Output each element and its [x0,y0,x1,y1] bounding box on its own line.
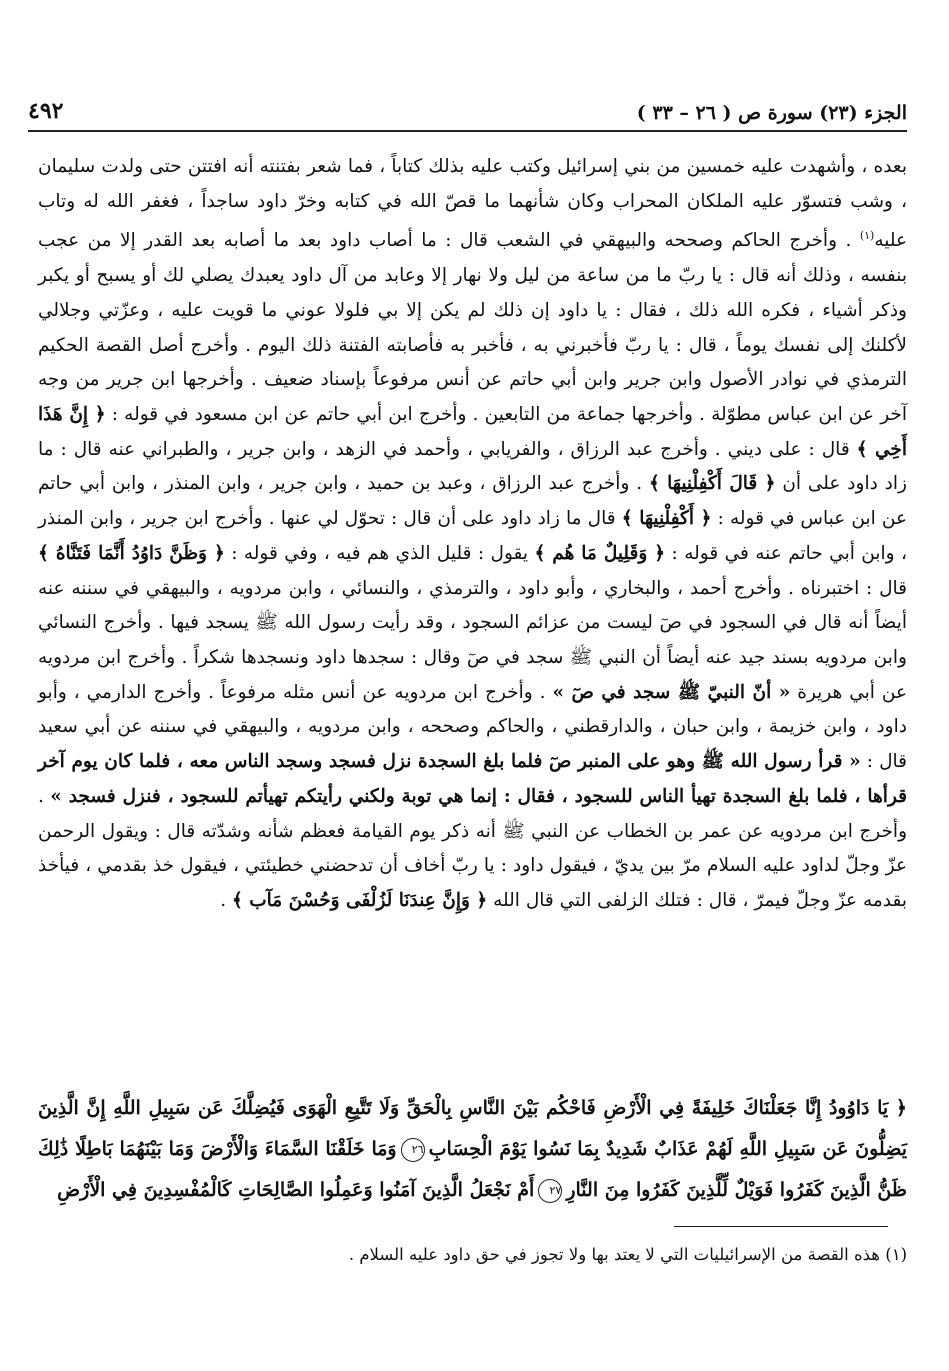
verse-28: أَمْ نَجْعَلُ الَّذِينَ آمَنُوا وَعَمِلُوا الصَّالِحَاتِ كَالْمُفْسِدِينَ فِي الْأَرْضِ [57,1179,535,1201]
quran-quote: ﴿ قَالَ أَكْفِلْنِيهَا ﴾ [648,473,776,495]
footnote: (١) هذه القصة من الإسرائيليات التي لا يعتد بها ولا تجوز في حق داود عليه السلام . [348,1245,907,1264]
text-segment: بعده ، وأشهدت عليه خمسين من بني إسرائيل وكتب عليه بذلك كتاباً ، فما شعر بفتنته أنه افتتن حتى ولدت سليمان ، وشب فتسوّر عليه الملكان المحراب وكان شأنهما ما قصّ الله في كتابه وخرّ داود ساجداً ، فغفر الله له وتاب عليه [38,156,907,252]
quran-quote: ﴿ وَظَنَّ دَاوُدُ أَنَّمَا فَتَنَّاهُ ﴾ [38,542,225,564]
quran-verses [38,1088,907,1211]
commentary-text [38,150,907,919]
verse-26: ﴿ يَا دَاوُودُ إِنَّا جَعَلْنَاكَ خَلِيفَةً فِي الْأَرْضِ فَاحْكُم بَيْنَ النَّاسِ بِالْحَقِّ وَلَا تَتَّبِعِ الْهَوَى فَيُضِلَّكَ عَن سَبِيلِ اللَّهِ إِنَّ الَّذِينَ يَضِلُّونَ عَن سَبِيلِ اللَّهِ لَهُمْ عَذَابٌ شَدِيدٌ بِمَا نَسُوا يَوْمَ الْحِسَابِ [38,1097,907,1160]
verse-27: وَمَا خَلَقْنَا السَّمَاءَ وَالْأَرْضَ وَمَا بَيْنَهُمَا بَاطِلًا ذَٰلِكَ ظَنُّ الَّذِينَ كَفَرُوا فَوَيْلٌ لِّلَّذِينَ كَفَرُوا مِنَ النَّارِ [38,1138,907,1201]
running-head: الجزء (٢٣) سورة ص ( ٢٦ – ٣٣ ) [636,102,907,124]
hadith-quote: « أنّ النبيّ ﷺ سجد في صٓ » [552,681,791,703]
quran-quote: ﴿ إِنَّ هَذَا أَخِي ﴾ [38,404,907,460]
text-segment: قال : على ديني . وأخرج عبد الرزاق ، والفريابي ، وأحمد في الزهد ، وابن جرير ، والطبراني عنه قال : ما زاد داود على أن [38,438,907,495]
hadith-quote: « قرأ رسول الله ﷺ وهو على المنبر صٓ فلما بلغ السجدة نزل فسجد وسجد الناس معه ، فلما كان يوم آخر قرأها ، فلما بلغ السجدة تهيأ الناس للسجود ، فقال : إنما هي توبة ولكني رأيتكم تهيأتم للسجود ، فنزل فسجد » [38,751,907,807]
footnote-reference: (١) [859,229,875,243]
text-segment: . وأخرج ابن مردويه عن عمر بن الخطاب عن النبي ﷺ أنه ذكر يوم القيامة فعظم شأنه وشدّته قال : ويقول الرحمن عزّ وجلّ لداود عليه السلام مرّ بين يديّ ، فيقول داود : يا ربّ أخاف أن تدحضني خطيئتي ، فيقول خذ بقدمي ، فيأخذ بقدمه عزّ وجلّ فيمرّ ، قال : فتلك الزلفى التي قال الله [38,785,907,911]
text-segment: . وأخرج عبد الرزاق ، وعبد بن حميد ، وابن جرير ، وابن المنذر ، وابن أبي حاتم عن ابن عباس في قوله : [38,473,907,530]
text-segment: قال : اختبرناه . وأخرج أحمد ، والبخاري ، وأبو داود ، والترمذي ، والنسائي ، وابن مردويه ، والبيهقي في سننه عنه أيضاً أنه قال في السجود في صٓ ليست من عزائم السجود ، وقد رأيت رسول الله ﷺ يسجد فيها . وأخرج النسائي وابن مردويه بسند جيد عنه أيضاً أن النبي ﷺ سجد في صٓ وقال : سجدها داود ونسجدها شكراً . وأخرج ابن مردويه عن أبي هريرة [38,577,908,703]
quran-quote: ﴿ وَإِنَّ عِندَنَا لَزُلْفَى وَحُسْنَ مَآب ﴾ [231,889,488,911]
ayah-number-marker: ٢٦ [401,1138,425,1162]
text-segment: يقول : قليل الذي هم فيه ، وفي قوله : [224,542,535,564]
text-segment: . وأخرج الحاكم وصححه والبيهقي في الشعب قال : ما أصاب داود بعد ما أصابه بعد القدر إلا من عجب بنفسه ، وذلك أنه قال : يا ربّ ما من ساعة من ليل ولا نهار إلا وعابد من آل داود يعبدك يصلي لك أو يسبح أو يكبر وذكر أشياء ، فكره الله ذلك ، فقال : يا داود إن ذلك لم يكن إلا بي فلولا عوني ما قويت عليه ، وعزّتي وجلالي لأكلنك إلى نفسك يوماً ، قال : يا ربّ فأخبرني به ، فأخبر به فأصابته الفتنة ذلك اليوم . وأخرج أصل القصة الحكيم الترمذي في نوادر الأصول وابن جرير وابن أبي حاتم عن أنس مرفوعاً بإسناد ضعيف . وأخرجها ابن جرير من وجه آخر عن ابن عباس مطوّلة . وأخرجها جماعة من التابعين . وأخرج ابن أبي حاتم عن ابن مسعود في قوله : [38,230,907,426]
quran-quote: ﴿ أَكْفِلْنِيهَا ﴾ [621,508,712,530]
page-number: ٤٩٢ [28,98,64,124]
quran-quote: ﴿ وَقَلِيلٌ مَا هُم ﴾ [534,542,666,564]
text-segment: . وأخرج ابن مردويه عن أنس مثله مرفوعاً . وأخرج الدارمي ، وأبو داود ، وابن خزيمة ، وابن حبان ، والدارقطني ، والحاكم وصححه ، وابن مردويه ، والبيهقي في سننه عن أبي سعيد قال : [38,681,907,773]
commentary-paragraph [38,150,907,919]
page-header [28,94,907,132]
text-segment: قال ما زاد داود على أن قال : تحوّل لي عنها . وأخرج ابن جرير ، وابن المنذر ، وابن أبي حاتم عنه في قوله : [38,508,907,564]
verse-paragraph [38,1088,907,1211]
ayah-number-marker: ٢٧ [538,1179,562,1203]
footnote-separator [674,1226,888,1227]
text-segment: . [220,889,232,911]
